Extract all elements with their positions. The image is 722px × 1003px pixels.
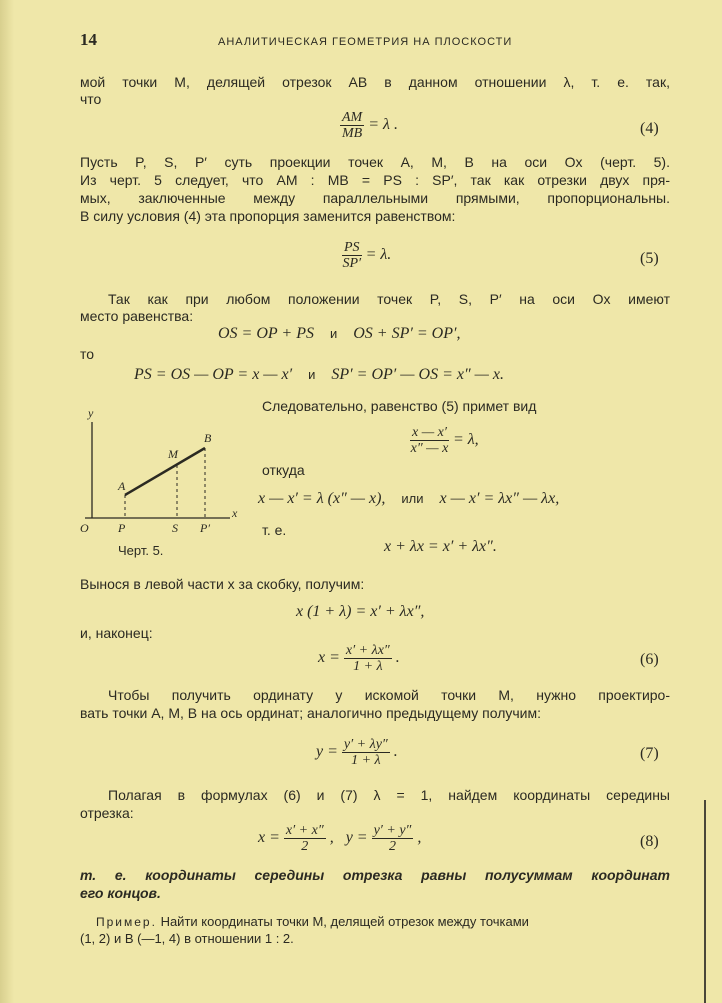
- equation-factor: x (1 + λ) = x′ + λx″,: [296, 603, 425, 620]
- label-s: S: [172, 521, 178, 535]
- equation-label: (6): [640, 651, 659, 668]
- eq5-num: PS: [344, 240, 360, 255]
- text-line: Из черт. 5 следует, что AM : MB = PS : SP′, так как отрезки двух пря-: [80, 172, 670, 188]
- equation-5: [342, 240, 391, 271]
- frac-rhs: = λ,: [452, 431, 479, 449]
- eq8-y-num: y′ + y″: [373, 823, 412, 838]
- eq6-num: x′ + λx″: [345, 643, 390, 658]
- label-b: B: [204, 431, 212, 445]
- text-line: что: [80, 91, 102, 107]
- equation-label: (4): [640, 120, 659, 137]
- equation-sum: x + λx = x′ + λx″.: [384, 538, 497, 555]
- eq-right: x — x′ = λx″ — λx,: [439, 490, 560, 507]
- figure-caption: Черт. 5.: [118, 543, 164, 558]
- segment-ab: [125, 448, 205, 495]
- eq4-rhs: = λ .: [368, 116, 398, 134]
- text-line: Полагая в формулах (6) и (7) λ = 1, найдем координаты середины: [108, 787, 670, 803]
- eq7-num: y′ + λy″: [343, 737, 388, 752]
- example-line: (1, 2) и B (—1, 4) в отношении 1 : 2.: [80, 931, 294, 946]
- equation-6: x = $\frac{x' + \lambda x''}{1 + \lambda}$ .: [318, 643, 400, 674]
- equation-8: x = $\frac{x' + x''}{2}$ , y = $\frac{y' + y''}{2}$ ,: [258, 823, 422, 854]
- text-line-emphasis: его концов.: [80, 885, 161, 901]
- equation-label: (7): [640, 745, 659, 762]
- page-number: 14: [80, 30, 97, 49]
- text-te: т. е.: [262, 522, 287, 538]
- equation-label: (5): [640, 250, 659, 267]
- text-line: вать точки A, M, B на ось ординат; аналогично предыдущему получим:: [80, 705, 541, 721]
- text-otkuda: откуда: [262, 462, 305, 478]
- eq8-x-lhs: x =: [258, 829, 280, 847]
- eq8-x-num: x′ + x″: [285, 823, 324, 838]
- frac-num: x — x′: [412, 425, 447, 440]
- label-x: x: [232, 506, 238, 520]
- text-line: Следовательно, равенство (5) примет вид: [262, 398, 537, 414]
- eq8-x-den: 2: [301, 839, 309, 854]
- label-y: y: [88, 406, 94, 420]
- equation-ps: [134, 366, 504, 384]
- text-line: Так как при любом положении точек P, S, P′ на оси Ox имеют: [108, 291, 670, 307]
- eq-conj: и: [308, 367, 316, 382]
- text-line-emphasis: т. е. координаты середины отрезка равны полусуммам координат: [80, 867, 670, 883]
- example-label: Пример.: [96, 915, 157, 929]
- eq8-y-den: 2: [388, 839, 396, 854]
- eq5-den: SP′: [342, 256, 362, 271]
- text-line: Чтобы получить ординату y искомой точки M, нужно проектиро-: [108, 687, 670, 703]
- text-line: Пусть P, S, P′ суть проекции точек A, M, B на оси Ox (черт. 5).: [80, 154, 670, 170]
- eq5-rhs: = λ.: [365, 246, 392, 264]
- eq-left: PS = OS — OP = x — x′: [134, 366, 293, 383]
- running-title: АНАЛИТИЧЕСКАЯ ГЕОМЕТРИЯ НА ПЛОСКОСТИ: [218, 36, 513, 48]
- binding-edge: [704, 800, 706, 1003]
- equation-label: (8): [640, 833, 659, 850]
- eq8-y-lhs: y =: [345, 829, 368, 847]
- eq-conj: и: [329, 326, 338, 341]
- text-line: мой точки M, делящей отрезок AB в данном отношении λ, т. е. так,: [80, 74, 670, 90]
- label-a: A: [118, 479, 126, 493]
- figure-5: [80, 392, 250, 542]
- eq7-lhs: y =: [316, 743, 338, 761]
- eq7-den: 1 + λ: [351, 753, 381, 768]
- text-line: Вынося в левой части x за скобку, получим:: [80, 576, 365, 592]
- eq-right: OS + SP′ = OP′,: [353, 325, 461, 342]
- equation-os: [218, 325, 460, 343]
- text-line: место равенства:: [80, 308, 194, 324]
- label-m: M: [168, 447, 178, 461]
- eq-right: SP′ = OP′ — OS = x″ — x.: [331, 366, 504, 383]
- label-p-prime: P′: [200, 521, 210, 535]
- equation-7: y = $\frac{y' + \lambda y''}{1 + \lambda}$ .: [316, 737, 398, 768]
- eq-conj: или: [401, 491, 424, 506]
- eq-left: OS = OP + PS: [218, 325, 314, 342]
- frac-den: x″ — x: [410, 441, 449, 456]
- eq4-den: MB: [342, 126, 363, 141]
- text-line: отрезка:: [80, 805, 134, 821]
- text-line: мых, заключенные между параллельными прямыми, пропорциональны.: [80, 190, 670, 206]
- text-to: то: [80, 346, 95, 362]
- text-line: В силу условия (4) эта пропорция заменится равенством:: [80, 208, 456, 224]
- page-edge-shadow: [0, 0, 14, 1003]
- example-line: [96, 914, 529, 929]
- example-text: Найти координаты точки M, делящей отрезок между точками: [160, 914, 529, 929]
- equation-frac: [410, 425, 479, 456]
- text-line: и, наконец:: [80, 625, 153, 641]
- label-p: P: [118, 521, 126, 535]
- equation-4: [340, 110, 398, 141]
- eq6-den: 1 + λ: [353, 659, 383, 674]
- eq6-lhs: x =: [318, 649, 340, 667]
- label-o: O: [80, 521, 89, 535]
- eq4-num: AM: [342, 110, 363, 125]
- equation-linear: [258, 490, 559, 508]
- eq-left: x — x′ = λ (x″ — x),: [258, 490, 386, 507]
